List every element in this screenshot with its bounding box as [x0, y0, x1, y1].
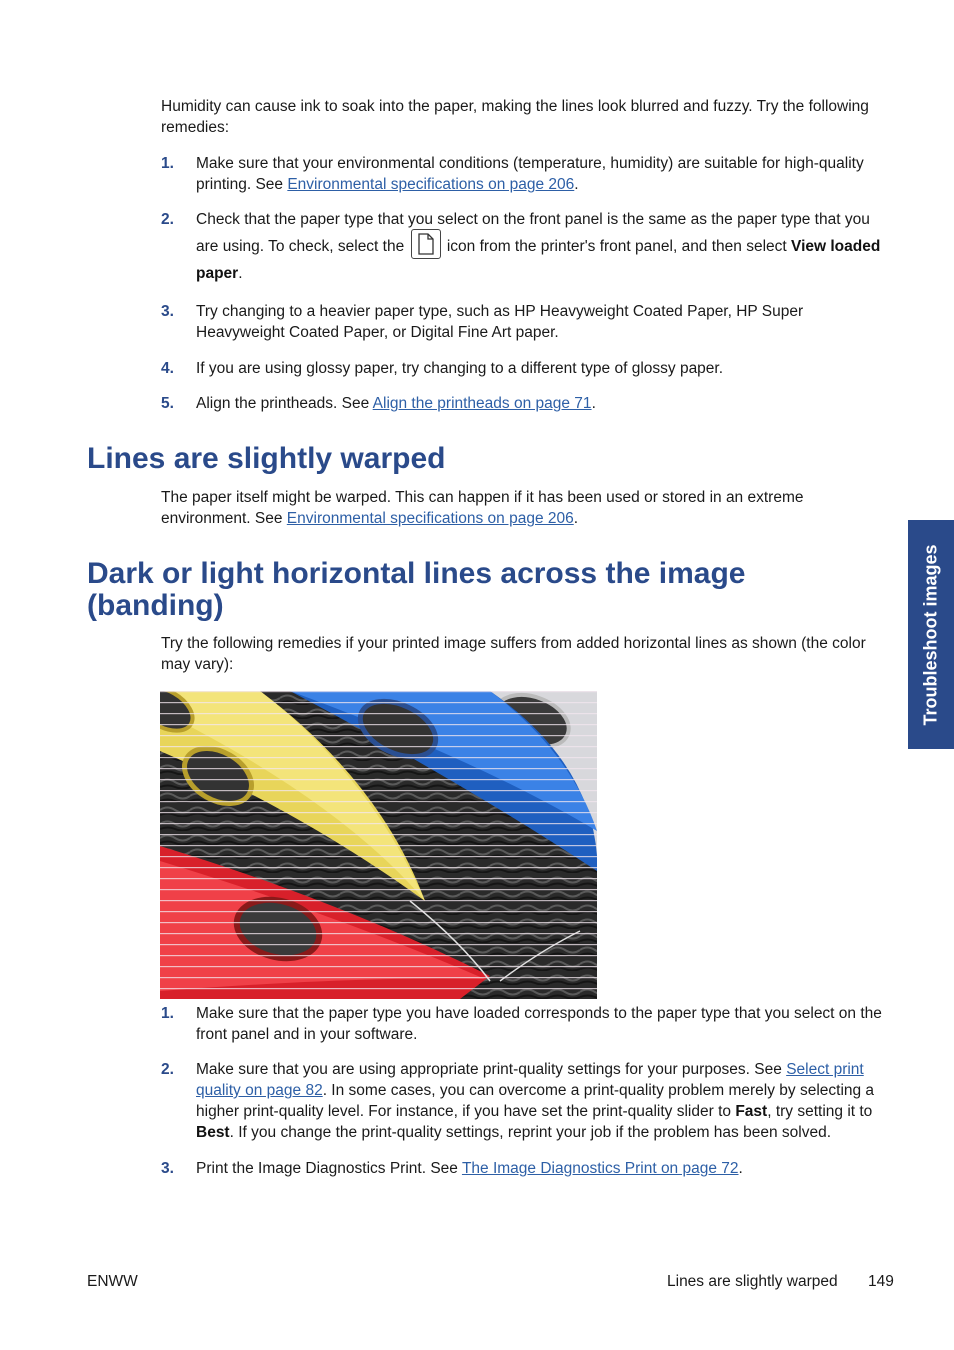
bold-option-text: View loaded paper [196, 238, 881, 282]
step-text-end: . [591, 395, 596, 412]
bold-best-text: Best [196, 1124, 230, 1141]
step-text: Make sure that your environmental conditions (temperature, humidity) are suitable for high-quality printing. See [196, 155, 864, 193]
footer-left: ENWW [87, 1273, 138, 1290]
step-text: Check that the paper type that you select on the front panel is the same as the paper type that you are using. To check, select the [196, 211, 870, 255]
list-item [161, 1059, 883, 1143]
section-heading-warped: Lines are slightly warped [87, 442, 446, 475]
step-text: Print the Image Diagnostics Print. See [196, 1160, 462, 1177]
list-item [161, 1158, 883, 1179]
step-text: Try changing to a heavier paper type, such as HP Heavyweight Coated Paper, HP Super Heavyweight Coated Paper, or Digital Fine Art paper. [196, 303, 804, 341]
intro-paragraph: Humidity can cause ink to soak into the paper, making the lines look blurred and fuzzy. Try the following remedies: [161, 98, 869, 136]
step-text: Make sure that the paper type you have loaded corresponds to the paper type that you select on the front panel and in your software. [196, 1005, 882, 1043]
step-number: 3. [161, 1160, 174, 1177]
step-number: 1. [161, 1005, 174, 1022]
step-text: Make sure that you are using appropriate print-quality settings for your purposes. See [196, 1061, 787, 1078]
warped-paragraph: The paper itself might be warped. This can happen if it has been used or stored in an extreme environment. See Environmental specifications on page 206. [161, 489, 804, 527]
step-text: , try setting it to [767, 1103, 873, 1120]
step-number: 3. [161, 303, 174, 320]
list-item [161, 153, 883, 195]
bold-fast-text: Fast [735, 1103, 768, 1120]
select-print-quality-link[interactable]: Select print quality on page 82 [196, 1061, 864, 1099]
footer-section-title: Lines are slightly warped [667, 1273, 838, 1290]
step-text-end: . [574, 176, 579, 193]
paper-icon [411, 229, 441, 259]
environmental-spec-link[interactable]: Environmental specifications on page 206 [287, 176, 575, 193]
step-text-end: . [238, 265, 243, 282]
step-text: . In some cases, you can overcome a print-quality problem merely by selecting a higher print-quality level. For instance, if you have set the print-quality slider to [196, 1082, 875, 1120]
step-text: Align the printheads. See [196, 395, 373, 412]
page-number: 149 [868, 1273, 894, 1290]
step-text: icon from the printer's front panel, and then select [446, 238, 792, 255]
kayaks-banding-photo [160, 691, 597, 999]
align-printheads-link[interactable]: Align the printheads on page 71 [372, 395, 592, 412]
section-heading-banding: Dark or light horizontal lines across the image (banding) [87, 557, 746, 622]
chapter-side-tab [908, 520, 954, 749]
list-item [161, 301, 883, 343]
list-item [161, 393, 883, 414]
step-number: 2. [161, 1061, 174, 1078]
list-item [161, 1003, 883, 1045]
step-number: 2. [161, 211, 174, 228]
chapter-tab-label: Troubleshoot images [920, 543, 941, 726]
list-item [161, 358, 883, 379]
step-text-end: . [738, 1160, 743, 1177]
banding-paragraph: Try the following remedies if your printed image suffers from added horizontal lines as shown (the color may vary): [161, 635, 866, 673]
step-number: 5. [161, 395, 174, 412]
list-item [161, 209, 883, 287]
step-text: . If you change the print-quality settings, reprint your job if the problem has been solved. [229, 1124, 832, 1141]
image-diagnostics-link[interactable]: The Image Diagnostics Print on page 72 [461, 1160, 739, 1177]
step-text: If you are using glossy paper, try changing to a different type of glossy paper. [196, 360, 724, 377]
environmental-spec-link[interactable]: Environmental specifications on page 206 [286, 510, 574, 527]
step-number: 1. [161, 155, 174, 172]
step-number: 4. [161, 360, 174, 377]
